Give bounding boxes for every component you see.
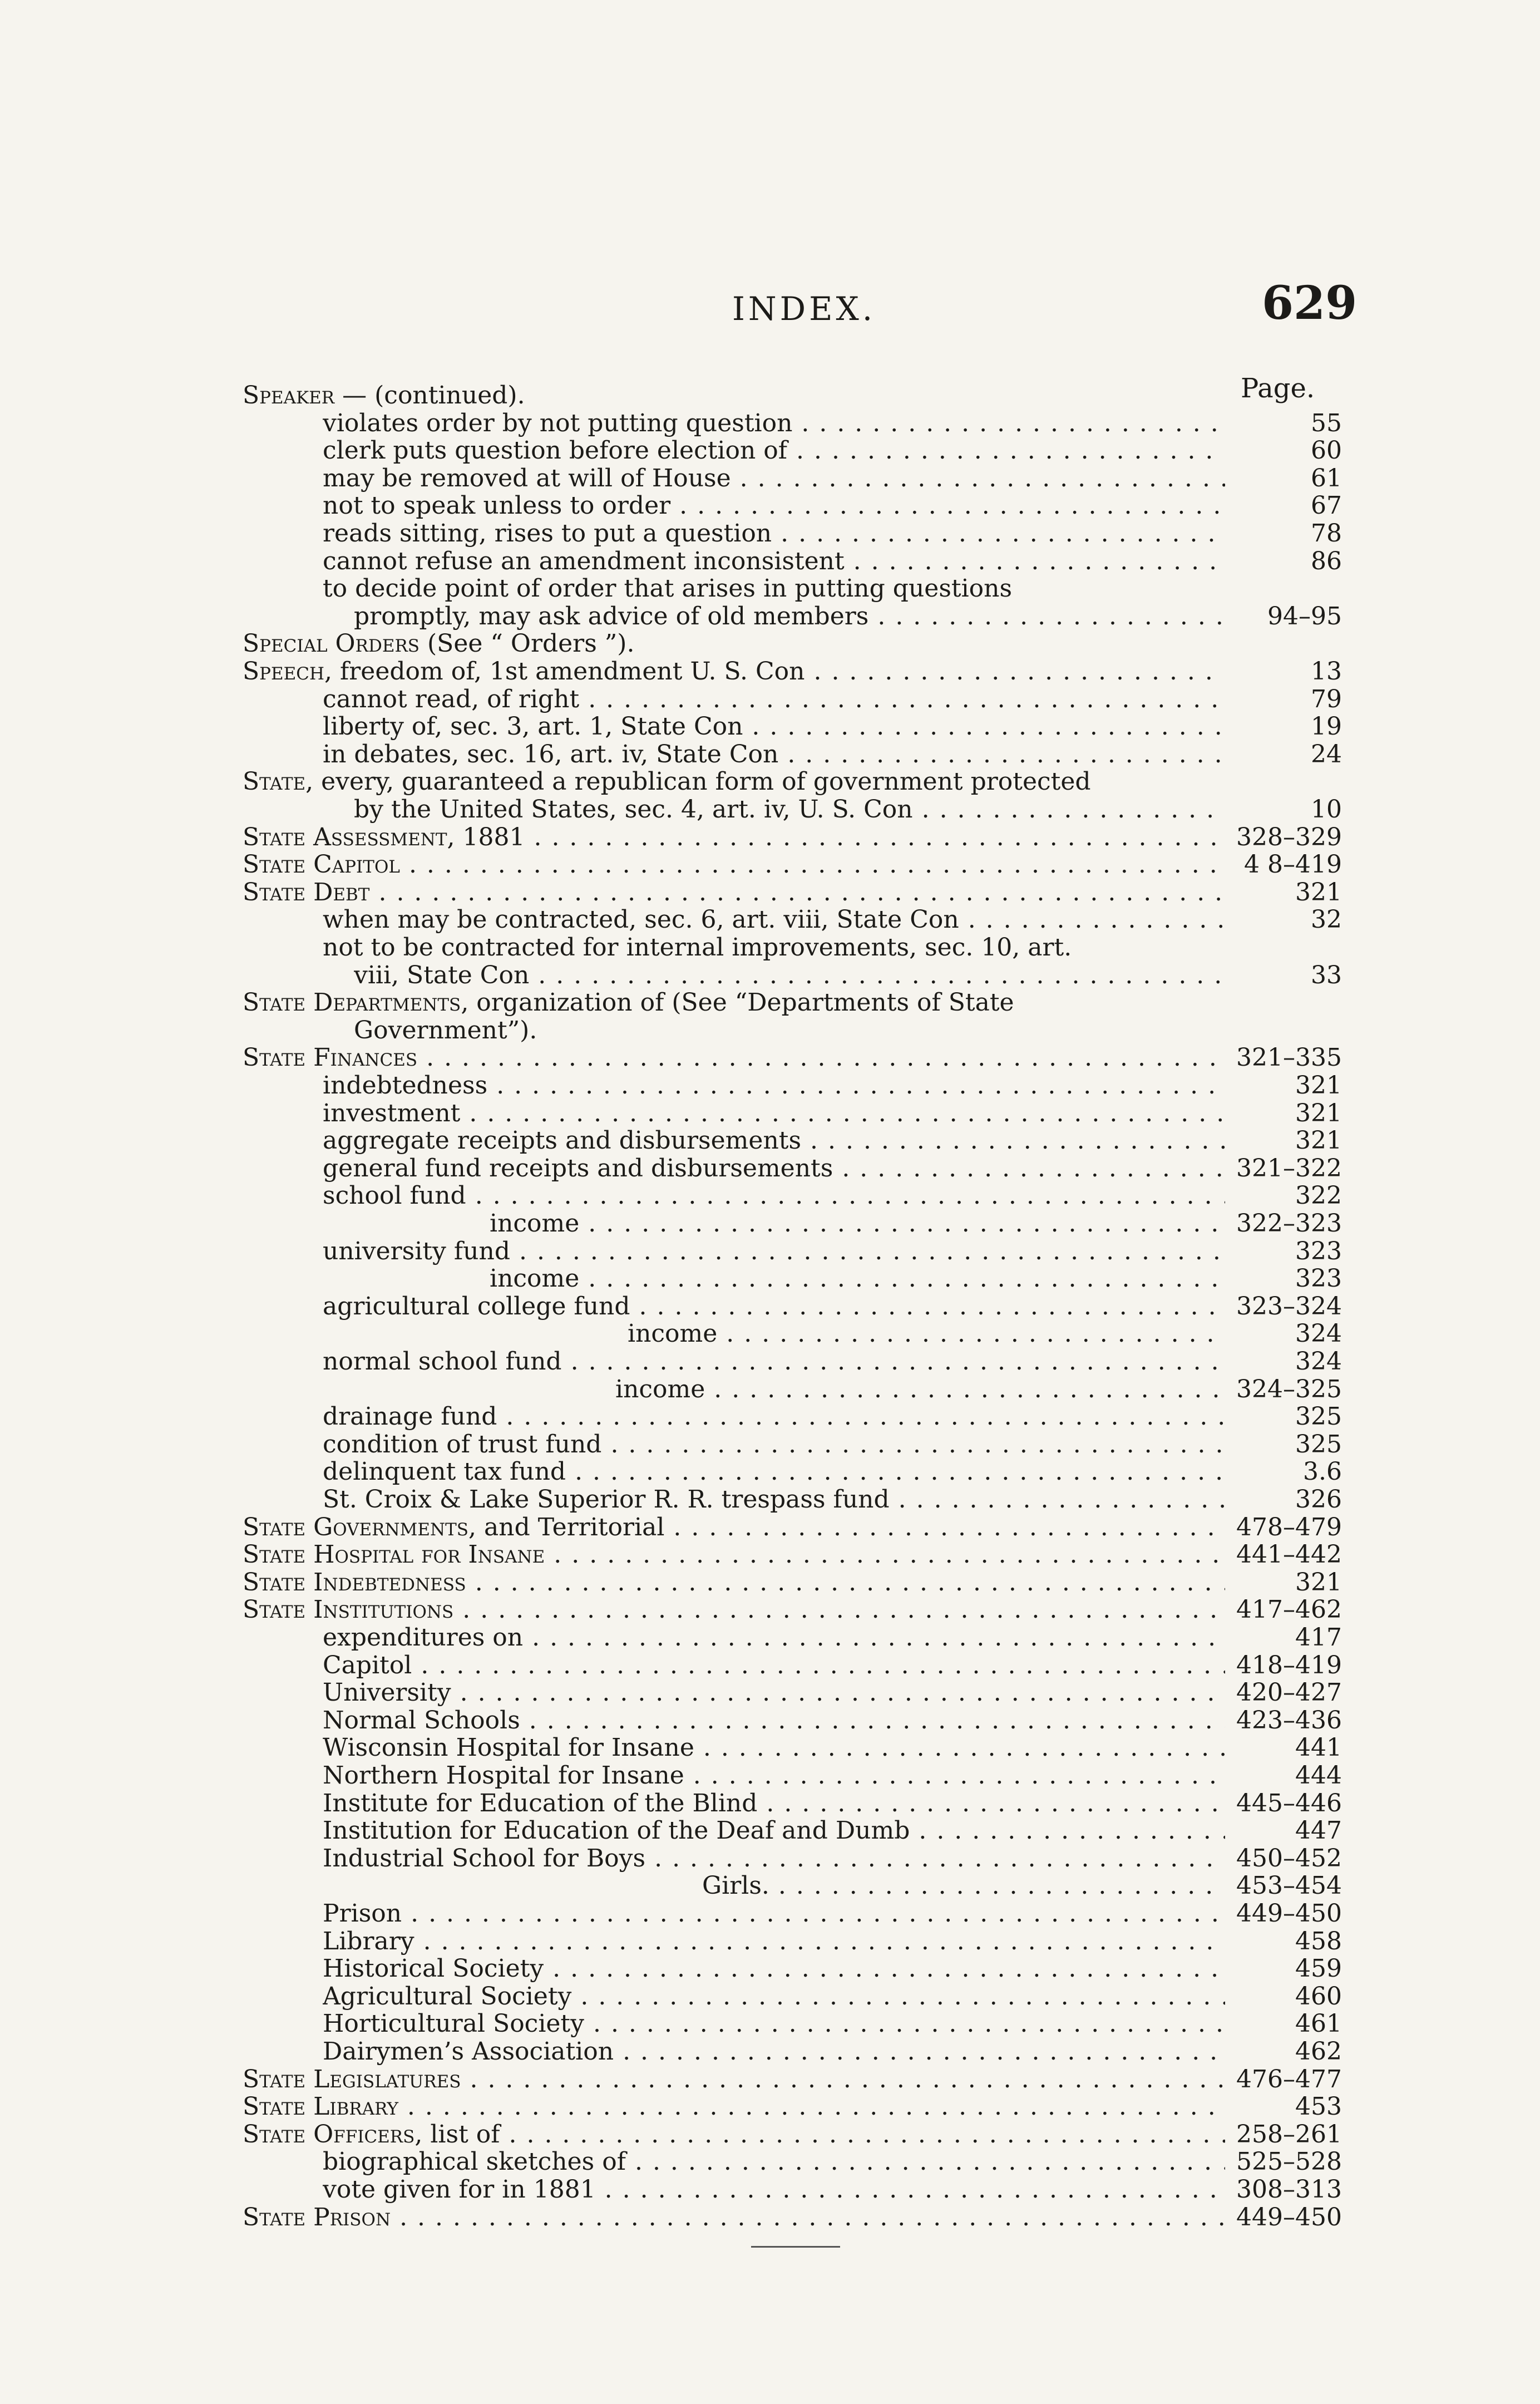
entry-heading: State Library <box>243 2093 398 2121</box>
entry-page-ref: 321 <box>1225 1127 1342 1155</box>
entry-text <box>243 658 1231 686</box>
entry-heading: Special Orders <box>243 630 420 658</box>
entry-page-ref: 453 <box>1225 2093 1342 2121</box>
entry-page-ref: 321 <box>1225 1072 1342 1100</box>
entry-page-ref: 323 <box>1225 1238 1342 1265</box>
index-subentry <box>0 1182 1540 1210</box>
entry-text <box>354 796 1231 824</box>
index-subentry <box>0 1790 1540 1817</box>
entry-label: agricultural college fund <box>323 1292 630 1321</box>
entry-page-ref: 321 <box>1225 1569 1342 1597</box>
entry-label: vote given for in 1881 <box>323 2176 596 2204</box>
index-subentry <box>0 1955 1540 1983</box>
entry-heading: Speaker <box>243 382 335 410</box>
index-heading-entry <box>0 879 1540 907</box>
entry-page-ref: 461 <box>1225 2010 1342 2038</box>
index-heading-entry <box>0 1541 1540 1569</box>
entry-text <box>323 1679 1231 1707</box>
index-subentry <box>0 1100 1540 1127</box>
entry-label: Prison <box>323 1900 402 1928</box>
index-subentry <box>0 906 1540 934</box>
entry-text <box>243 630 1231 658</box>
entry-label: — (continued). <box>334 382 525 410</box>
index-subentry <box>0 1762 1540 1790</box>
entry-page-ref: 24 <box>1225 741 1342 769</box>
entry-label: , and Territorial <box>468 1513 665 1541</box>
entry-label: Normal Schools <box>323 1706 520 1735</box>
entry-page-ref: 325 <box>1225 1431 1342 1459</box>
entry-text <box>323 548 1231 575</box>
entry-text <box>243 768 1231 796</box>
entry-label: Northern Hospital for Insane <box>323 1762 684 1790</box>
entry-text <box>323 1762 1231 1790</box>
index-subentry <box>0 603 1540 630</box>
entry-label: Institute for Education of the Blind <box>323 1789 758 1817</box>
entry-text <box>323 1707 1231 1735</box>
entry-label: normal school fund <box>323 1348 562 1376</box>
index-subentry <box>0 1679 1540 1707</box>
index-subentry <box>0 1072 1540 1100</box>
page-number: 629 <box>1262 277 1358 330</box>
index-subentry <box>0 1431 1540 1459</box>
index-subentry <box>0 1265 1540 1293</box>
index-subentry <box>0 796 1540 824</box>
entry-page-ref: 4 8–419 <box>1225 851 1342 879</box>
index-heading-entry <box>0 2121 1540 2149</box>
entry-text <box>702 1872 1231 1900</box>
entry-label: , list of <box>414 2120 500 2149</box>
entry-page-ref: 445–446 <box>1225 1790 1342 1817</box>
entry-label: not to speak unless to order <box>323 492 671 520</box>
entry-text <box>323 1348 1231 1376</box>
entry-text <box>323 1900 1231 1928</box>
entry-page-ref: 94–95 <box>1225 603 1342 630</box>
index-subentry <box>0 1486 1540 1514</box>
entry-page-ref: 321 <box>1225 1100 1342 1127</box>
entry-page-ref: 324 <box>1225 1320 1342 1348</box>
entry-page-ref: 258–261 <box>1225 2121 1342 2149</box>
entry-text <box>243 989 1231 1017</box>
entry-heading: State Indebtedness <box>243 1568 466 1597</box>
index-subentry <box>0 492 1540 520</box>
index-subentry <box>0 1238 1540 1265</box>
entry-text <box>628 1320 1231 1348</box>
index-subentry <box>0 713 1540 741</box>
index-heading-entry <box>0 630 1540 658</box>
entry-label: drainage fund <box>323 1403 497 1431</box>
entry-label: viii, State Con <box>354 961 530 989</box>
index-subentry <box>0 2010 1540 2038</box>
entry-label: by the United States, sec. 4, art. iv, U. S. Con <box>354 796 913 824</box>
index-subentry <box>0 1734 1540 1762</box>
entry-label: reads sitting, rises to put a question <box>323 520 772 548</box>
index-subentry <box>0 2038 1540 2066</box>
entry-text <box>323 906 1231 934</box>
entry-text <box>354 962 1231 989</box>
entry-page-ref: 417–462 <box>1225 1596 1342 1624</box>
entry-label: aggregate receipts and disbursements <box>323 1127 802 1155</box>
entry-heading: State Debt <box>243 878 370 907</box>
entry-text <box>323 934 1231 962</box>
entry-text <box>323 1983 1231 2011</box>
entry-label: St. Croix & Lake Superior R. R. trespass fund <box>323 1486 890 1514</box>
entry-page-ref: 476–477 <box>1225 2066 1342 2093</box>
entry-label: income <box>490 1210 580 1238</box>
entry-label: University <box>323 1679 451 1707</box>
entry-text <box>323 520 1231 548</box>
entry-heading: State Departments <box>243 989 461 1017</box>
entry-label: Wisconsin Hospital for Insane <box>323 1734 694 1762</box>
entry-label: , freedom of, 1st amendment U. S. Con <box>324 658 805 686</box>
entry-text <box>243 1596 1231 1624</box>
index-subentry <box>0 962 1540 989</box>
entry-text <box>323 1955 1231 1983</box>
entry-label: cannot refuse an amendment inconsistent <box>323 547 845 575</box>
entry-text <box>323 1928 1231 1955</box>
entry-page-ref: 32 <box>1225 906 1342 934</box>
entry-label: indebtedness <box>323 1072 488 1100</box>
entry-page-ref: 450–452 <box>1225 1845 1342 1873</box>
entry-text <box>243 879 1231 907</box>
entry-label: Historical Society <box>323 1955 544 1983</box>
entry-text <box>243 1569 1231 1597</box>
entry-page-ref: 322 <box>1225 1182 1342 1210</box>
entry-text <box>243 2121 1231 2149</box>
entry-page-ref: 444 <box>1225 1762 1342 1790</box>
index-subentry <box>0 1845 1540 1873</box>
entry-text <box>243 2093 1231 2121</box>
entry-text <box>243 2066 1231 2093</box>
entry-page-ref: 324–325 <box>1225 1376 1342 1403</box>
index-heading-entry <box>0 1514 1540 1541</box>
entry-label: income <box>615 1375 705 1403</box>
entry-label: cannot read, of right <box>323 685 580 713</box>
index-subentry <box>0 1348 1540 1376</box>
entry-heading: State Hospital for Insane <box>243 1541 545 1569</box>
entry-page-ref: 78 <box>1225 520 1342 548</box>
entry-page-ref: 321–322 <box>1225 1155 1342 1183</box>
entry-page-ref: 447 <box>1225 1817 1342 1845</box>
entry-page-ref: 322–323 <box>1225 1210 1342 1238</box>
index-subentry <box>0 686 1540 713</box>
entry-text <box>323 1100 1231 1127</box>
index-subentry <box>0 1320 1540 1348</box>
entry-text <box>323 1652 1231 1679</box>
entry-text <box>323 741 1231 769</box>
entry-text <box>323 1293 1231 1321</box>
entry-text <box>323 437 1231 465</box>
index-subentry <box>0 1624 1540 1652</box>
index-subentry <box>0 1817 1540 1845</box>
footer-rule <box>751 2246 840 2248</box>
entry-label: biographical sketches of <box>323 2148 626 2176</box>
entry-label: delinquent tax fund <box>323 1458 566 1486</box>
entry-heading: State Institutions <box>243 1596 454 1624</box>
entry-page-ref: 324 <box>1225 1348 1342 1376</box>
entry-page-ref: 420–427 <box>1225 1679 1342 1707</box>
entry-label: clerk puts question before election of <box>323 437 788 465</box>
entry-page-ref: 79 <box>1225 686 1342 713</box>
entry-label: income <box>628 1320 718 1348</box>
entry-text <box>323 410 1231 437</box>
entry-label: violates order by not putting question <box>323 409 793 437</box>
entry-text <box>323 1845 1231 1873</box>
index-subentry <box>0 934 1540 962</box>
index-heading-entry <box>0 2093 1540 2121</box>
entry-heading: State Prison <box>243 2203 391 2231</box>
index-subentry <box>0 2148 1540 2176</box>
entry-label: investment <box>323 1099 461 1127</box>
entry-text <box>323 1486 1231 1514</box>
entry-text <box>354 1017 1231 1045</box>
entry-text <box>323 2010 1231 2038</box>
entry-text <box>323 1624 1231 1652</box>
entry-text <box>323 1734 1231 1762</box>
entry-label: Capitol <box>323 1651 412 1679</box>
entry-label: , every, guaranteed a republican form of government protected <box>305 768 1091 796</box>
entry-page-ref: 459 <box>1225 1955 1342 1983</box>
index-heading-entry <box>0 824 1540 851</box>
page-column-label: Page. <box>1241 373 1315 404</box>
entry-label: Institution for Education of the Deaf and Dumb <box>323 1817 910 1845</box>
entry-label: promptly, may ask advice of old members <box>354 602 869 630</box>
entry-page-ref: 323 <box>1225 1265 1342 1293</box>
entry-label: Girls. <box>702 1872 769 1900</box>
index-subentry <box>0 1900 1540 1928</box>
entry-label: in debates, sec. 16, art. iv, State Con <box>323 740 779 769</box>
entry-text <box>490 1210 1231 1238</box>
entry-page-ref: 418–419 <box>1225 1652 1342 1679</box>
index-subentry <box>0 1872 1540 1900</box>
entry-text <box>243 824 1231 851</box>
index-subentry <box>0 1017 1540 1045</box>
entry-heading: State Finances <box>243 1044 418 1072</box>
index-subentry <box>0 1652 1540 1679</box>
entry-text <box>243 1514 1231 1541</box>
entry-label: income <box>490 1265 580 1293</box>
index-subentry <box>0 410 1540 437</box>
entry-page-ref: 462 <box>1225 2038 1342 2066</box>
entry-page-ref: 325 <box>1225 1403 1342 1431</box>
entry-text <box>615 1376 1231 1403</box>
entry-text <box>323 492 1231 520</box>
entry-page-ref: 441 <box>1225 1734 1342 1762</box>
index-subentry <box>0 1293 1540 1321</box>
index-subentry <box>0 1155 1540 1183</box>
entry-page-ref: 328–329 <box>1225 824 1342 851</box>
index-subentry <box>0 741 1540 769</box>
entry-text <box>243 1044 1231 1072</box>
index-heading-entry <box>0 1596 1540 1624</box>
entry-text <box>323 686 1231 713</box>
entry-label: (See “ Orders ”). <box>419 630 635 658</box>
entry-label: to decide point of order that arises in putting questions <box>323 575 1013 603</box>
entry-heading: State Officers <box>243 2120 415 2149</box>
entry-page-ref: 449–450 <box>1225 1900 1342 1928</box>
entry-text <box>323 575 1231 603</box>
entry-heading: State Legislatures <box>243 2065 461 2093</box>
index-heading-entry <box>0 768 1540 796</box>
index-heading-entry <box>0 2066 1540 2093</box>
entry-label: school fund <box>323 1182 466 1210</box>
index-heading-entry <box>0 382 1540 410</box>
entry-heading: State Assessment <box>243 823 447 851</box>
index-heading-entry <box>0 1569 1540 1597</box>
entry-page-ref: 449–450 <box>1225 2204 1342 2231</box>
index-subentry <box>0 575 1540 603</box>
entry-page-ref: 321–335 <box>1225 1044 1342 1072</box>
entry-label: may be removed at will of House <box>323 464 731 492</box>
index-subentry <box>0 2176 1540 2204</box>
entry-text <box>323 1127 1231 1155</box>
entry-page-ref: 453–454 <box>1225 1872 1342 1900</box>
entry-text <box>323 713 1231 741</box>
index-subentry <box>0 1983 1540 2011</box>
entry-text <box>243 1541 1231 1569</box>
entry-label: Horticultural Society <box>323 2010 584 2038</box>
entry-label: , organization of (See “Departments of State <box>461 989 1014 1017</box>
index-heading-entry <box>0 2204 1540 2231</box>
running-title: INDEX. <box>732 290 876 328</box>
entry-page-ref: 323–324 <box>1225 1293 1342 1321</box>
entry-heading: State Capitol <box>243 851 400 879</box>
entry-heading: Speech <box>243 658 325 686</box>
entry-text <box>243 382 1231 410</box>
entry-text <box>323 1458 1231 1486</box>
entry-page-ref: 458 <box>1225 1928 1342 1955</box>
index-heading-entry <box>0 851 1540 879</box>
index-subentry <box>0 1127 1540 1155</box>
entry-text <box>323 1790 1231 1817</box>
entry-page-ref: 478–479 <box>1225 1514 1342 1541</box>
entry-text <box>323 465 1231 492</box>
entry-page-ref: 55 <box>1225 410 1342 437</box>
entry-text <box>323 1817 1231 1845</box>
entry-label: liberty of, sec. 3, art. 1, State Con <box>323 713 743 741</box>
index-subentry <box>0 1403 1540 1431</box>
entry-page-ref: 60 <box>1225 437 1342 465</box>
entry-label: not to be contracted for internal improvements, sec. 10, art. <box>323 934 1072 962</box>
entry-page-ref: 61 <box>1225 465 1342 492</box>
entry-page-ref: 3.6 <box>1225 1458 1342 1486</box>
entry-text <box>323 2176 1231 2204</box>
entry-page-ref: 19 <box>1225 713 1342 741</box>
entry-label: condition of trust fund <box>323 1430 602 1459</box>
entry-page-ref: 441–442 <box>1225 1541 1342 1569</box>
index-subentry <box>0 465 1540 492</box>
entry-text <box>243 2204 1231 2231</box>
entry-label: Library <box>323 1927 414 1955</box>
entry-label: Industrial School for Boys <box>323 1844 646 1873</box>
entry-text <box>354 603 1231 630</box>
entry-heading: State Governments <box>243 1513 469 1541</box>
entry-text <box>323 2148 1231 2176</box>
entry-text <box>323 1072 1231 1100</box>
entry-label: university fund <box>323 1237 510 1265</box>
entry-label: , 1881 <box>447 823 525 851</box>
entry-label: general fund receipts and disbursements <box>323 1154 833 1183</box>
entry-page-ref: 460 <box>1225 1983 1342 2011</box>
entry-page-ref: 308–313 <box>1225 2176 1342 2204</box>
entry-label: Government”). <box>354 1016 537 1045</box>
entry-text <box>490 1265 1231 1293</box>
index-subentry <box>0 1707 1540 1735</box>
entry-text <box>323 1403 1231 1431</box>
entry-page-ref: 13 <box>1225 658 1342 686</box>
index-subentry <box>0 1210 1540 1238</box>
index-heading-entry <box>0 1044 1540 1072</box>
index-subentry <box>0 1928 1540 1955</box>
entry-heading: State <box>243 768 306 796</box>
index-subentry <box>0 1376 1540 1403</box>
index-subentry <box>0 520 1540 548</box>
entry-label: Agricultural Society <box>323 1982 572 2011</box>
entry-label: Dairymen’s Association <box>323 2038 614 2066</box>
entry-text <box>243 851 1231 879</box>
entry-page-ref: 33 <box>1225 962 1342 989</box>
entry-page-ref: 10 <box>1225 796 1342 824</box>
entry-page-ref: 417 <box>1225 1624 1342 1652</box>
entry-label: expenditures on <box>323 1624 524 1652</box>
entry-page-ref: 321 <box>1225 879 1342 907</box>
entry-text <box>323 1182 1231 1210</box>
index-subentry <box>0 1458 1540 1486</box>
entry-text <box>323 1238 1231 1265</box>
index-heading-entry <box>0 658 1540 686</box>
entry-page-ref: 86 <box>1225 548 1342 575</box>
entry-text <box>323 2038 1231 2066</box>
entry-text <box>323 1155 1231 1183</box>
entry-page-ref: 326 <box>1225 1486 1342 1514</box>
entry-text <box>323 1431 1231 1459</box>
entry-page-ref: 525–528 <box>1225 2148 1342 2176</box>
index-subentry <box>0 548 1540 575</box>
index-heading-entry <box>0 989 1540 1017</box>
entry-label: when may be contracted, sec. 6, art. viii, State Con <box>323 906 959 934</box>
index-subentry <box>0 437 1540 465</box>
entry-page-ref: 423–436 <box>1225 1707 1342 1735</box>
entry-page-ref: 67 <box>1225 492 1342 520</box>
